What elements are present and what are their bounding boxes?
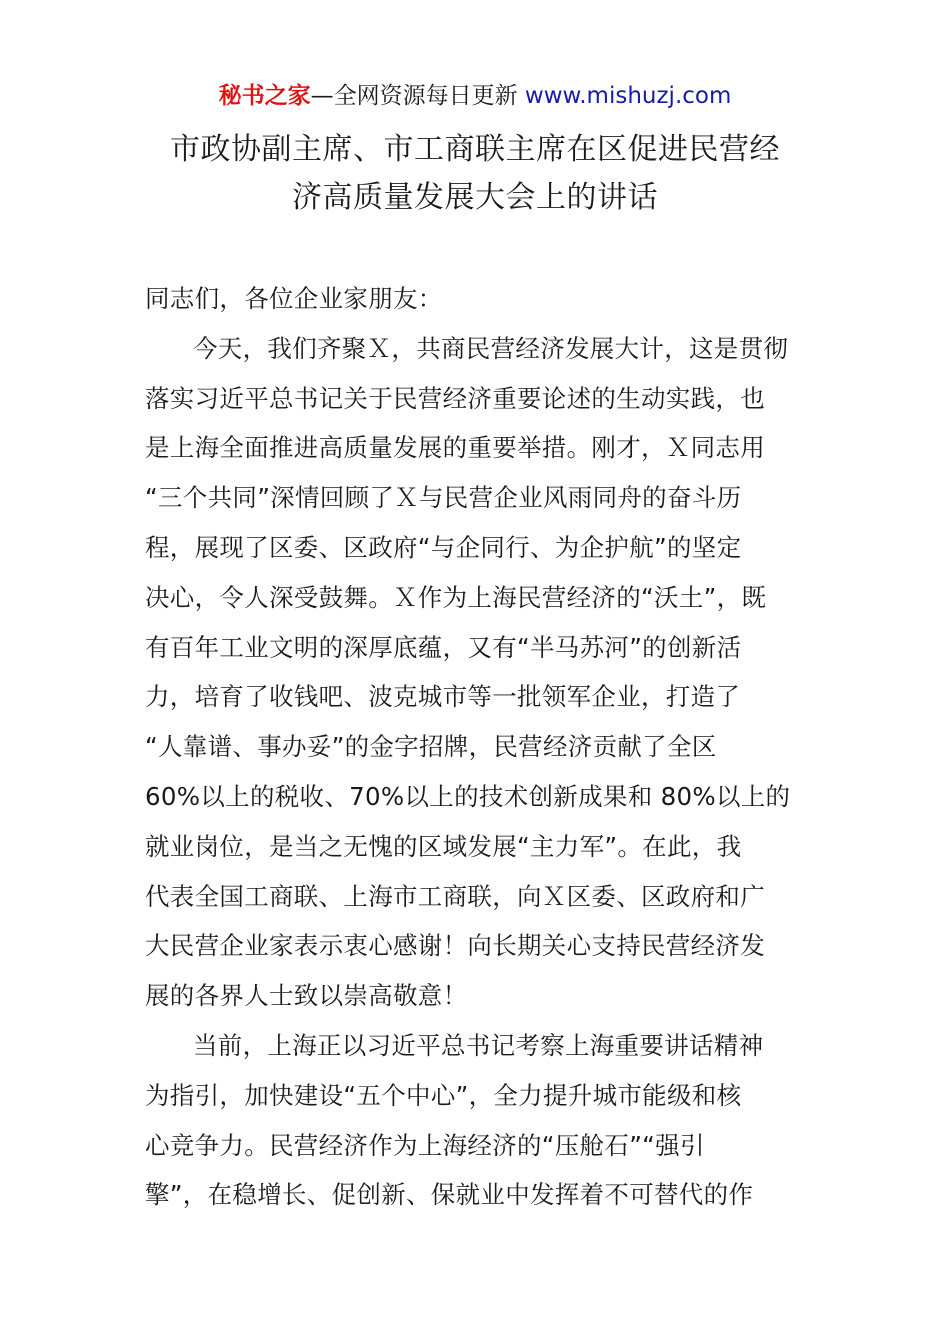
paragraph-line: 当前，上海正以习近平总书记考察上海重要讲话精神	[193, 1030, 764, 1060]
paragraph-line: 力，培育了收钱吧、波克城市等一批领军企业，打造了	[145, 682, 741, 712]
paragraph-line: “三个共同”深情回顾了Ｘ与民营企业风雨同舟的奋斗历	[145, 483, 742, 513]
salutation: 同志们，各位企业家朋友：	[145, 284, 443, 313]
paragraph-line: 是上海全面推进高质量发展的重要举措。刚才，Ｘ同志用	[145, 433, 765, 463]
paragraph-line: 决心，令人深受鼓舞。Ｘ作为上海民营经济的“沃土”，既	[145, 582, 767, 612]
paragraph-line: 今天，我们齐聚Ｘ，共商民营经济发展大计，这是贯彻	[193, 333, 789, 363]
title-line: 市政协副主席、市工商联主席在区促进民营经	[170, 132, 780, 167]
paragraph-line: 为指引，加快建设“五个中心”，全力提升城市能级和核	[145, 1080, 742, 1110]
paragraph-line: 程，展现了区委、区政府“与企同行、为企护航”的坚定	[145, 532, 742, 562]
title-line: 济高质量发展大会上的讲话	[292, 180, 658, 215]
paragraph-line: 展的各界人士致以崇高敬意！	[145, 981, 468, 1011]
paragraph-line: 落实习近平总书记关于民营经济重要论述的生动实践，也	[145, 383, 765, 413]
brand-name: 秘书之家	[218, 83, 311, 109]
paragraph-line: 擎”，在稳增长、促创新、保就业中发挥着不可替代的作	[145, 1180, 754, 1210]
paragraph-line: 有百年工业文明的深厚底蕴，又有“半马苏河”的创新活	[145, 632, 742, 662]
document-title	[120, 126, 830, 222]
paragraph-line: 大民营企业家表示衷心感谢！向长期关心支持民营经济发	[145, 931, 765, 961]
header-tagline: —全网资源每日更新	[310, 83, 525, 109]
paragraph-line: “人靠谱、事办妥”的金字招牌，民营经济贡献了全区	[145, 732, 717, 762]
paragraph-line: 代表全国工商联、上海市工商联，向Ｘ区委、区政府和广	[145, 881, 765, 911]
paragraph-line: 就业岗位，是当之无愧的区域发展“主力军”。在此，我	[145, 831, 742, 861]
document-body	[145, 274, 810, 1220]
paragraph-line: 心竞争力。民营经济作为上海经济的“压舱石”“强引	[145, 1130, 705, 1160]
site-header	[0, 78, 950, 114]
site-url-link[interactable]: www.mishuzj.com	[524, 83, 732, 109]
paragraph-line: 60%以上的税收、70%以上的技术创新成果和 80%以上的	[145, 781, 791, 811]
